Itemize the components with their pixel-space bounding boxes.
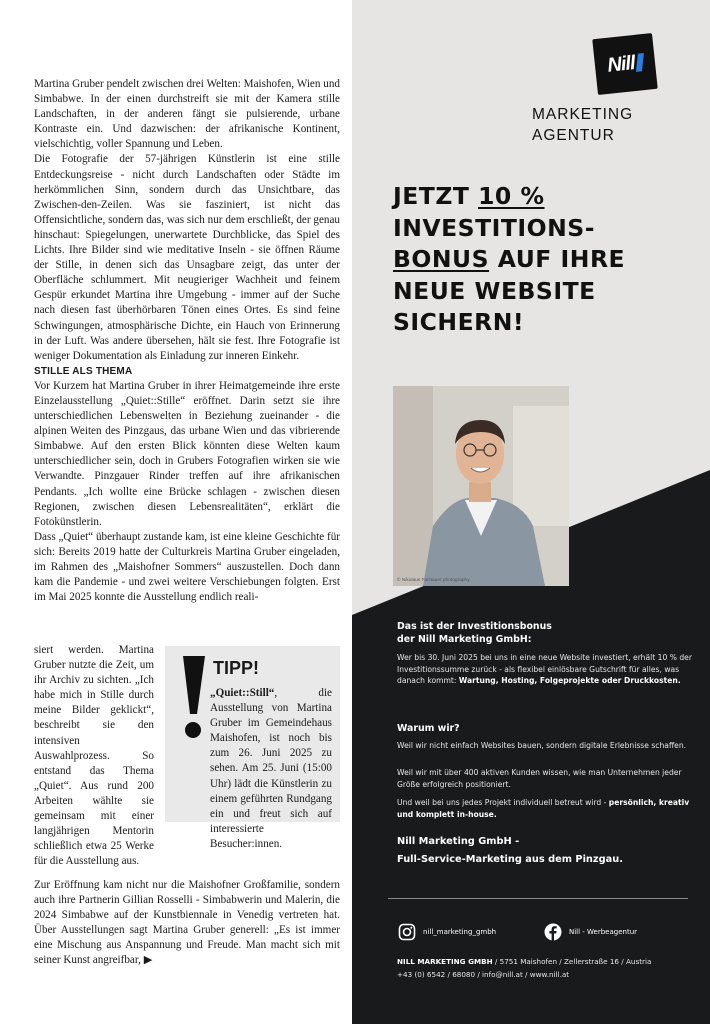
logo-accent-icon (636, 53, 644, 72)
facebook-icon (544, 923, 562, 941)
nill-logo: Nill (592, 33, 658, 95)
divider (388, 898, 688, 899)
article-paragraph: Zur Eröffnung kam nicht nur die Maishofner Großfamilie, sondern auch ihre Partnerin Gillian Rosselli - Simbabwerin und Malerin, die 2024 Simbabwe auf der Kunstbiennale in Venedig vertreten hat. Über Ausstellungen sagt Martina Gruber generell: „Es ist immer eine Mischung aus Anspannung und Freude. Man macht sich mit seiner Kunst angreifbar, ▶ (34, 879, 340, 967)
article-intro: Martina Gruber pendelt zwischen drei Welten: Maishofen, Wien und Simbabwe. In der einen durchstreift sie mit der Kamera stille Landschaften, in der anderen fängt sie pulsierende, urbane Kontraste ein. Und dazwischen: der afrikanische Kontinent, vielschichtig, voller Spannung und Leben. (34, 78, 340, 151)
facebook-link[interactable]: Nill - Werbeagentur (544, 923, 637, 941)
bonus-text: Wer bis 30. Juni 2025 bei uns in eine neue Website investiert, erhält 10 % der Investitionssumme zurück - als flexibel einlösbare Gutschrift für alles, was danach kommt: Wartung, Hosting, Folgeprojekte oder Druckkosten. (397, 653, 692, 686)
footer-address: NILL MARKETING GMBH / 5751 Maishofen / Zellerstraße 16 / Austria (397, 957, 652, 966)
article-paragraph: Dass „Quiet“ überhaupt zustande kam, ist eine kleine Geschichte für sich: Bereits 2019 hatte der Culturkreis Martina Gruber eingeladen, im Rahmen des „Maishofner Sommers“ auszustellen. Doch dann kam die Pandemie - und zwei weitere Verschiebungen folgten. Erst im Mai 2025 konnte die Ausstellung endlich reali- (34, 530, 340, 604)
ad-headline: JETZT 10 % INVESTITIONS- BONUS AUF IHRE NEUE WEBSITE SICHERN! (393, 182, 626, 336)
why-reason-1: Weil wir nicht einfach Websites bauen, sondern digitale Erlebnisse schaffen. (397, 741, 687, 750)
section-heading: STILLE ALS THEMA (34, 365, 133, 377)
why-reason-2: Weil wir mit über 400 aktiven Kunden wissen, wie man Unternehmen jeder Größe erfolgreich positioniert. (397, 768, 682, 789)
portrait-photo (393, 386, 569, 586)
tip-text: „Quiet::Still“, die Ausstellung von Martina Gruber im Gemeindehaus Maishofen, ist noch bis zum 26. Juni 2025 zu sehen. Am 25. Juni (15:00 Uhr) lädt die Künstlerin zu einem geführten Rundgang ein und freut sich auf interessierte Besucher:innen. (210, 687, 332, 850)
footer-contact: +43 (0) 6542 / 68080 / info@nill.at / www.nill.at (397, 970, 570, 979)
instagram-icon (398, 923, 416, 941)
article-paragraph: Vor Kurzem hat Martina Gruber in ihrer Heimatgemeinde ihre erste Einzelausstellung „Quiet::Stille“ eröffnet. Darin setzt sie ihre unterschiedlichen Lebenswelten in Beziehung zueinander - die alpinen Weiten des Pinzgaus, das urbane Wien und das vibrierende Simbabwe. Auf den ersten Blick könnten diese Welten kaum unterschiedlicher sein, doch in Grubers Fotografien wirken sie wie Verwandte. Pinzgauer Rinder treffen auf ihre afrikanischen Pendants. „Ich wollte eine Brücke schlagen - zwischen diesen Regionen, zwischen diesen Lebensrealitäten“, erklärt die Fotokünstlerin. (34, 379, 340, 528)
instagram-link[interactable]: nill_marketing_gmbh (398, 923, 496, 941)
claim: Nill Marketing GmbH - Full-Service-Marketing aus dem Pinzgau. (397, 836, 623, 865)
photo-credit: © Nikolaus Faistauer photography (397, 578, 470, 583)
continue-arrow-icon: ▶ (143, 954, 153, 967)
why-title: Warum wir? (397, 723, 460, 734)
bonus-title: Das ist der Investitionsbonus der Nill Marketing GmbH: (397, 621, 552, 645)
article-narrow-paragraph: siert werden. Martina Gruber nutzte die Zeit, um ihr Archiv zu sichten. „Ich habe mich in Stille durch meine Bilder geklickt“, beschreibt sie den intensiven Auswahlprozess. So entstand das Thema „Quiet“. Aus rund 200 Arbeiten wählte sie gemeinsam mit einer langjährigen Mentorin schließlich etwa 25 Werke für die Ausstellung aus. (34, 644, 154, 868)
tip-box (165, 646, 340, 850)
tip-title: TIPP! (213, 658, 260, 678)
man-portrait-icon (393, 386, 569, 586)
article-column (0, 0, 352, 1024)
why-reason-3: Und weil bei uns jedes Projekt individuell betreut wird - persönlich, kreativ und komplett in-house. (397, 798, 690, 819)
article-paragraph: Die Fotografie der 57-jährigen Künstlerin ist eine stille Entdeckungsreise - nicht durch Landschaften oder Städte im herkömmlichen Sinn, sondern durch das Unsichtbare, das Zwischen-den-Zeilen. Was sie fasziniert, ist nicht das Offensichtliche, sondern das, was sich nur dem erschließt, der genau hinschaut: Spiegelungen, unerwartete Durchblicke, das Spiel des Lichts. Ihre Bilder sind wie meditative Inseln - sie öffnen Räume der Stille, in denen sich das Unsagbare zeigt, das unter der Oberfläche schlummert. Mit neugieriger Wachheit und feinem Gespür erkundet Martina ihre Umgebung - immer auf der Suche nach diesen fast überhörbaren Tönen eines Ortes. Es sind feine Schwingungen, atmosphärische Dichte, ein Hauch von Erinnerung in der Luft. Was andere übersehen, hält sie fest. Ihre Fotografie ist weniger Dokumentation als Einladung zur inneren Einkehr. (34, 153, 340, 362)
agency-label: MARKETING AGENTUR (532, 106, 634, 144)
article-body (34, 77, 340, 605)
